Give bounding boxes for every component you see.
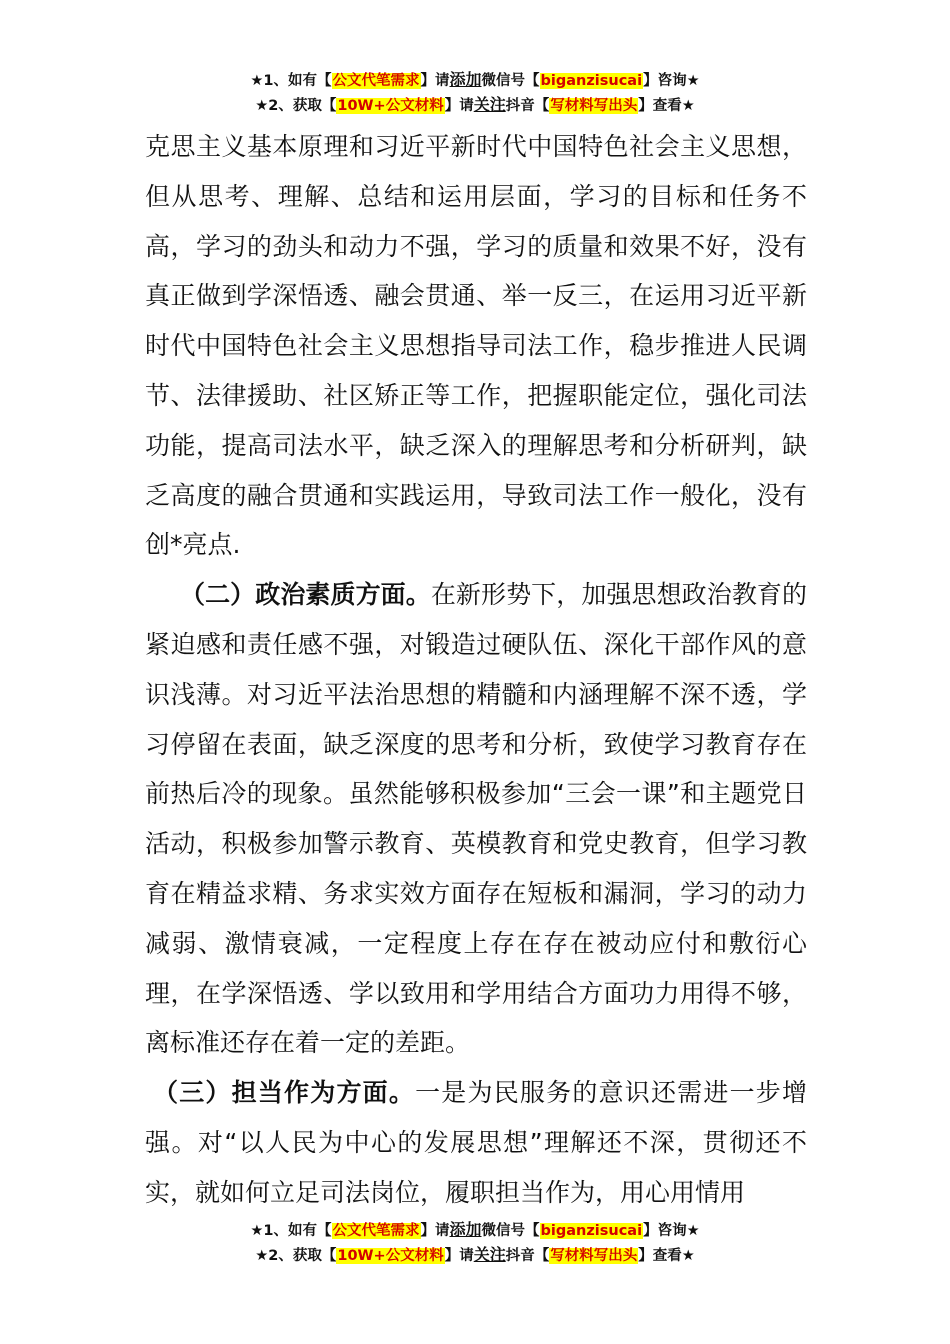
highlight-douyin-account: 写材料写出头 [550,1248,638,1264]
section-heading-2: （二）政治素质方面。 [180,580,431,610]
paragraph-political-quality: （二）政治素质方面。在新形势下，加强思想政治教育的紧迫感和责任感不强，对锻造过硬队伍、深化干部作风的意识浅薄。对习近平法治思想的精髓和内涵理解不深不透，学习停留在表面，缺乏深度的思考和分析，致使学习教育存在前热后冷的现象。虽然能够积极参加“三会一课”和主题党日活动，积极参加警示教育、英模教育和党史教育，但学习教育在精益求精、务求实效方面存在短板和漏洞，学习的动力减弱、激情衰减，一定程度上存在存在被动应付和敷衍心理，在学深悟透、学以致用和学用结合方面功力用得不够，离标准还存在着一定的差距。 [145,580,807,1058]
highlight-douyin-account: 写材料写出头 [550,98,638,114]
banner-line-1: ★1、如有【公文代笔需求】请添加微信号【biganzisucai】咨询★ [250,70,700,89]
paragraph-responsibility: （三）担当作为方面。一是为民服务的意识还需进一步增强。对“以人民为中心的发展思想”理解还不深，贯彻还不实，就如何立足司法岗位，履职担当作为，用心用情用 [145,1078,807,1207]
highlight-materials: 10W+公文材料 [337,1248,444,1264]
paragraph-1: 克思主义基本原理和习近平新时代中国特色社会主义思想，但从思考、理解、总结和运用层面，学习的目标和任务不高，学习的劲头和动力不强，学习的质量和效果不好，没有真正做到学深悟透、融会贯通、举一反三，在运用习近平新时代中国特色社会主义思想指导司法工作，稳步推进人民调节、法律援助、社区矫正等工作，把握职能定位，强化司法功能，提高司法水平，缺乏深入的理解思考和分析研判，缺乏高度的融合贯通和实践运用，导致司法工作一般化，没有创*亮点. [145,132,807,560]
banner-line-1: ★1、如有【公文代笔需求】请添加微信号【biganzisucai】咨询★ [250,1220,700,1239]
highlight-wechat-id: biganzisucai [540,73,643,89]
highlight-writing-service: 公文代笔需求 [332,73,420,89]
document-body [145,122,807,1218]
header-banner [0,68,950,118]
highlight-wechat-id: biganzisucai [540,1223,643,1239]
section-heading-3: （三）担当作为方面。 [153,1078,416,1108]
highlight-writing-service: 公文代笔需求 [332,1223,420,1239]
banner-line-2: ★2、获取【10W+公文材料】请关注抖音【写材料写出头】查看★ [255,95,695,114]
banner-line-2: ★2、获取【10W+公文材料】请关注抖音【写材料写出头】查看★ [255,1245,695,1264]
highlight-materials: 10W+公文材料 [337,98,444,114]
footer-banner [0,1218,950,1268]
